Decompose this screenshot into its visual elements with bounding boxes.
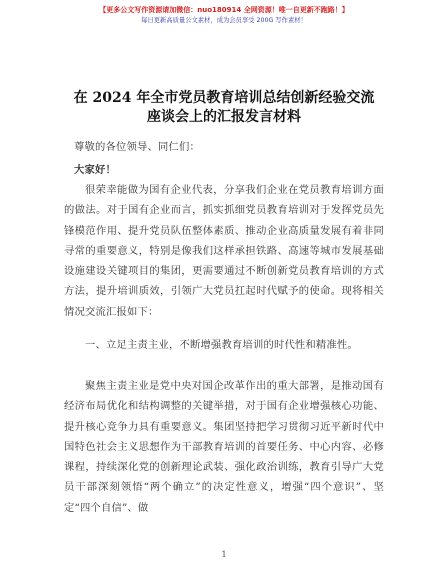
promo-banner-line-1: 【更多公文写作资源请加微信：nuo180914 全网资源！唯一自更新不跑路！】 — [99, 6, 349, 14]
body-paragraph-1: 很荣幸能做为国有企业代表，分享我们企业在党员教育培训方面的做法。对于国有企业而言，抓实抓细党员教育培训对于发挥党员先锋模范作用、提升党员队伍整体素质、推动企业高质量发展有着非同寻常的重要意义，特别是像我们这样承担铁路、高速等城市发展基础设施建设关键项目的集团，更需要通过不断创新党员教育培训的方式方法，提升培训质效，引领广大党员扛起时代赋予的使命。现将相关情况交流汇报如下： — [64, 184, 384, 318]
document-title-line-1: 在 2024 年全市党员教育培训总结创新经验交流 — [73, 90, 375, 106]
section-heading-1: 一、立足主责主业，不断增强教育培训的时代性和精准性。 — [85, 339, 358, 351]
greeting: 大家好！ — [74, 164, 116, 176]
salutation: 尊敬的各位领导、同仁们： — [74, 141, 200, 153]
page-number: 1 — [221, 550, 227, 559]
document-title-line-2: 座谈会上的汇报发言材料 — [147, 109, 301, 125]
body-paragraph-2: 聚焦主责主业是党中央对国企改革作出的重大部署，是推动国有经济布局优化和结构调整的关键举措，对于国有企业增强核心功能、提升核心竞争力具有重要意义。集团坚持把学习贯彻习近平新时代中国特色社会主义思想作为干部教育培训的首要任务、中心内容、必修课程，持续深化党的创新理论武装、强化政治训练，教育引导广大党员干部深刻领悟“两个确立”的决定性意义，增强“四个意识”、坚定“四个自信”、做 — [64, 380, 384, 514]
promo-banner-line-2: 每日更新高质量公文素材，成为会员享受 200G 写作素材！ — [141, 17, 307, 24]
